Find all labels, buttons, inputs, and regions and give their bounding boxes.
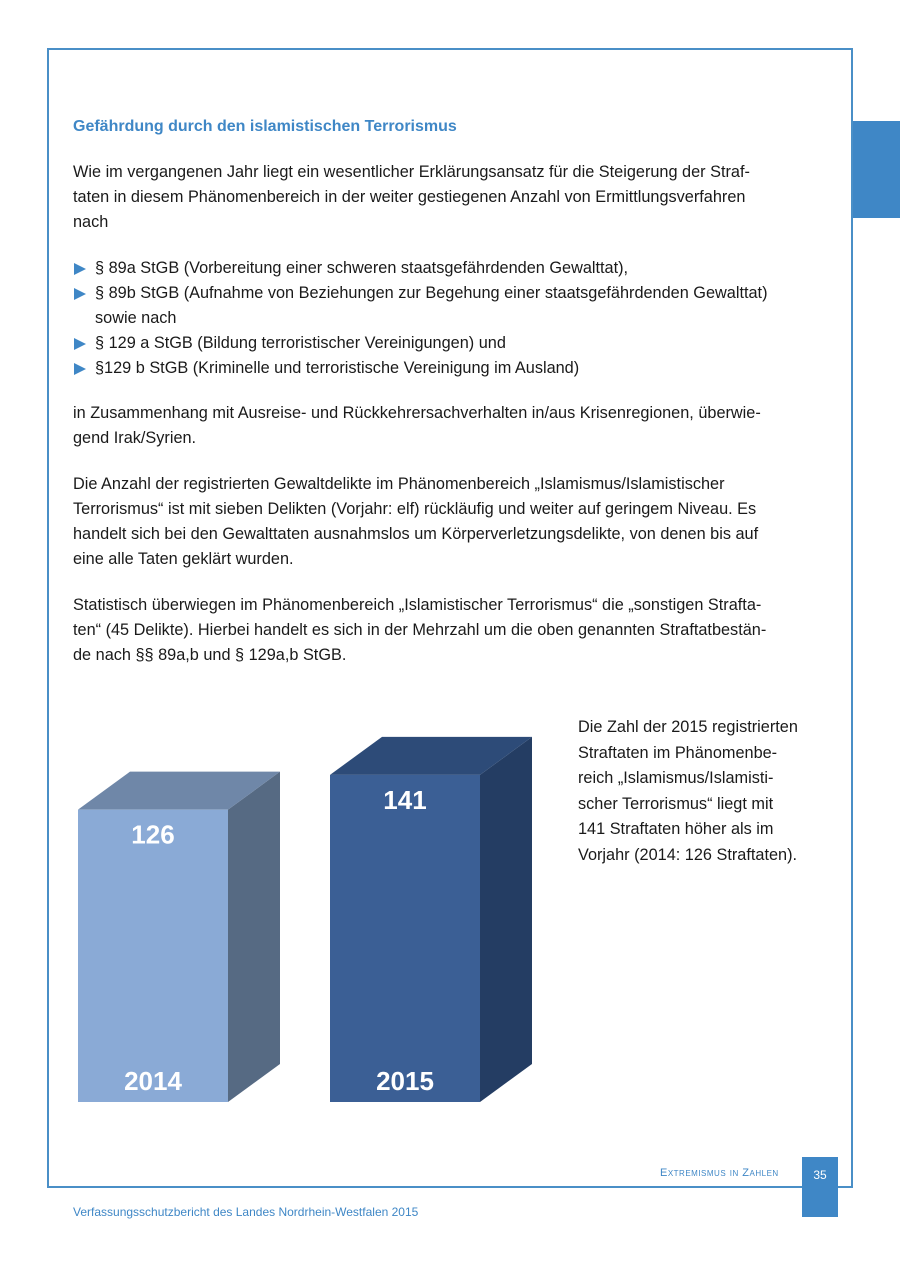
bullet-arrow-icon [74,288,86,300]
page-number-box [802,1157,838,1217]
text-line: de nach §§ 89a,b und § 129a,b StGB. [73,646,347,664]
bar-side-2015 [480,737,532,1102]
footer-section-label: Extremismus in Zahlen [660,1167,779,1179]
bar-category-label-2015: 2015 [376,1066,434,1096]
text-line: reich „Islamismus/Islamisti- [578,769,774,787]
offence-count-chart [70,712,550,1112]
bar-value-label-2015: 141 [383,784,427,815]
list-item [73,256,835,281]
list-item [73,356,835,381]
intro-paragraph [73,160,750,235]
bar-value-label-2014: 126 [131,819,175,850]
text-line: § 89a StGB (Vorbereitung einer schweren staatsgefährdenden Gewalttat), [95,259,629,277]
text-line: Vorjahr (2014: 126 Straftaten). [578,845,798,864]
page-number: 35 [813,1168,827,1182]
bar-2015 [330,775,480,1102]
text-line: §129 b StGB (Kriminelle und terroristische Vereinigung im Ausland) [95,359,580,377]
section-heading: Gefährdung durch den islamistischen Terrorismus [73,118,457,135]
paragraph-context [73,401,761,451]
chapter-tab [853,121,900,218]
text-line: nach [73,213,109,231]
report-source: Verfassungsschutzbericht des Landes Nordrhein-Westfalen 2015 [73,1205,419,1219]
paragraph-violent-offences [73,472,758,572]
bullet-arrow-icon [74,338,86,350]
text-line: eine alle Taten geklärt wurden. [73,550,294,568]
text-line: taten in diesem Phänomenbereich in der weiter gestiegenen Anzahl von Ermittlungsverfahren [73,188,746,206]
paragraph-other-offences [73,593,766,668]
text-line: gend Irak/Syrien. [73,429,197,447]
text-line: 141 Straftaten höher als im [578,820,774,838]
text-line: handelt sich bei den Gewalttaten ausnahmslos um Körperverletzungsdelikte, von denen bis auf [73,525,759,543]
bar-side-2014 [228,772,280,1102]
text-line: Terrorismus“ ist mit sieben Delikten (Vorjahr: elf) rückläufig und weiter auf geringem Niveau. Es [73,500,757,518]
bar-category-label-2014: 2014 [124,1066,182,1096]
law-list [73,256,835,381]
list-item [73,331,835,356]
text-line: sowie nach [95,309,177,327]
text-line: in Zusammenhang mit Ausreise- und Rückkehrersachverhalten in/aus Krisenregionen, überwie- [73,404,761,422]
bullet-arrow-icon [74,263,86,275]
text-line: scher Terrorismus“ liegt mit [578,794,774,813]
text-line: Die Zahl der 2015 registrierten [578,718,798,736]
text-line: ten“ (45 Delikte). Hierbei handelt es sich in der Mehrzahl um die oben genannten Straftatbestän- [73,621,767,639]
text-line: § 129 a StGB (Bildung terroristischer Vereinigungen) und [95,334,506,352]
text-line: Wie im vergangenen Jahr liegt ein wesentlicher Erklärungsansatz für die Steigerung der Straf- [73,163,750,181]
text-line: Statistisch überwiegen im Phänomenbereich „Islamistischer Terrorismus“ die „sonstigen Strafta- [73,596,762,614]
bullet-arrow-icon [74,363,86,375]
text-line: § 89b StGB (Aufnahme von Beziehungen zur Begehung einer staatsgefährdenden Gewalttat) [95,284,768,302]
bar-2014 [78,810,228,1102]
text-line: Straftaten im Phänomenbe- [578,743,778,762]
text-line: Die Anzahl der registrierten Gewaltdelikte im Phänomenbereich „Islamismus/Islamistischer [73,475,725,493]
chart-caption [578,715,823,868]
list-item [73,281,835,331]
